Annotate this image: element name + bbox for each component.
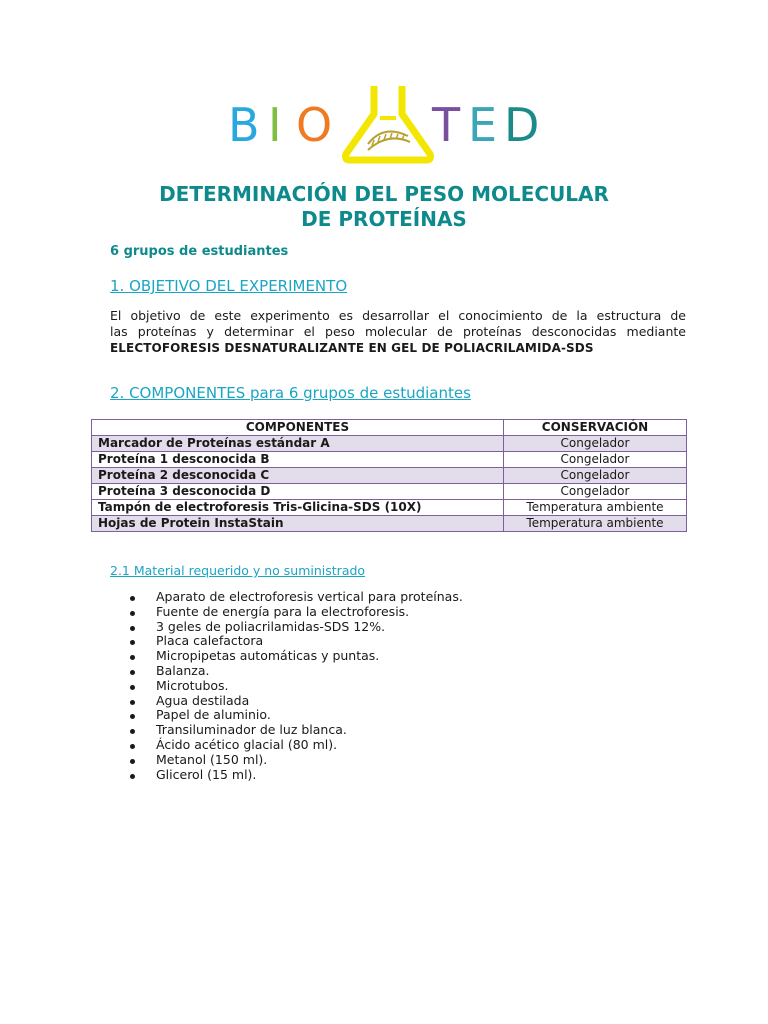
header-conservacion: CONSERVACIÓN [504, 420, 687, 436]
materials-list [130, 590, 463, 782]
list-item: Ácido acético glacial (80 ml). [130, 738, 463, 753]
logo-letter-t: T [432, 98, 463, 152]
list-item: Placa calefactora [130, 634, 463, 649]
table-row [92, 436, 687, 452]
component-storage: Congelador [504, 436, 687, 452]
bullet-icon [130, 759, 135, 764]
bullet-icon [130, 626, 135, 631]
list-item: Micropipetas automáticas y puntas. [130, 649, 463, 664]
list-item: 3 geles de poliacrilamidas-SDS 12%. [130, 620, 463, 635]
bullet-icon [130, 670, 135, 675]
logo-letter-e: E [468, 98, 500, 152]
components-table [91, 419, 687, 532]
logo-letter-i: I [268, 98, 284, 152]
bullet-icon [130, 655, 135, 660]
biotted-logo [228, 84, 544, 174]
bullet-icon [130, 611, 135, 616]
list-item: Glicerol (15 ml). [130, 768, 463, 783]
table-row [92, 452, 687, 468]
bullet-icon [130, 685, 135, 690]
list-item: Metanol (150 ml). [130, 753, 463, 768]
list-item: Microtubos. [130, 679, 463, 694]
component-storage: Congelador [504, 452, 687, 468]
component-storage: Congelador [504, 468, 687, 484]
logo-letter-o: O [296, 98, 335, 152]
section-1-heading: 1. OBJETIVO DEL EXPERIMENTO [110, 277, 348, 295]
objective-line-2: las proteínas y determinar el peso molecular de proteínas desconocidas mediante [110, 324, 686, 339]
logo-letter-b: B [228, 98, 262, 152]
table-row [92, 468, 687, 484]
component-storage: Temperatura ambiente [504, 516, 687, 532]
component-name: Marcador de Proteínas estándar A [92, 436, 504, 452]
section-2-heading: 2. COMPONENTES para 6 grupos de estudiantes [110, 384, 471, 402]
objective-paragraph [110, 308, 686, 356]
flask-icon [338, 84, 438, 164]
section-2-1-heading: 2.1 Material requerido y no suministrado [110, 563, 366, 578]
list-item: Papel de aluminio. [130, 708, 463, 723]
table-header-row [92, 420, 687, 436]
list-item: Fuente de energía para la electroforesis. [130, 605, 463, 620]
list-item: Agua destilada [130, 694, 463, 709]
objective-line-3: ELECTOFORESIS DESNATURALIZANTE EN GEL DE POLIACRILAMIDA-SDS [110, 341, 594, 355]
title-line-2: DE PROTEÍNAS [301, 207, 467, 231]
bullet-icon [130, 744, 135, 749]
bullet-icon [130, 714, 135, 719]
page-title [0, 182, 768, 232]
component-storage: Temperatura ambiente [504, 500, 687, 516]
objective-line-1: El objetivo de este experimento es desarrollar el conocimiento de la estructura de [110, 308, 686, 323]
bullet-icon [130, 596, 135, 601]
component-name: Proteína 1 desconocida B [92, 452, 504, 468]
bullet-icon [130, 729, 135, 734]
groups-subtitle: 6 grupos de estudiantes [110, 244, 289, 259]
list-item: Balanza. [130, 664, 463, 679]
title-line-1: DETERMINACIÓN DEL PESO MOLECULAR [159, 182, 609, 206]
component-name: Proteína 3 desconocida D [92, 484, 504, 500]
component-storage: Congelador [504, 484, 687, 500]
list-item: Transiluminador de luz blanca. [130, 723, 463, 738]
table-row [92, 500, 687, 516]
logo-letter-d: D [504, 98, 542, 152]
component-name: Tampón de electroforesis Tris-Glicina-SDS (10X) [92, 500, 504, 516]
table-row [92, 484, 687, 500]
header-componentes: COMPONENTES [92, 420, 504, 436]
table-row [92, 516, 687, 532]
bullet-icon [130, 774, 135, 779]
bullet-icon [130, 700, 135, 705]
component-name: Hojas de Protein InstaStain [92, 516, 504, 532]
list-item: Aparato de electroforesis vertical para proteínas. [130, 590, 463, 605]
component-name: Proteína 2 desconocida C [92, 468, 504, 484]
bullet-icon [130, 640, 135, 645]
